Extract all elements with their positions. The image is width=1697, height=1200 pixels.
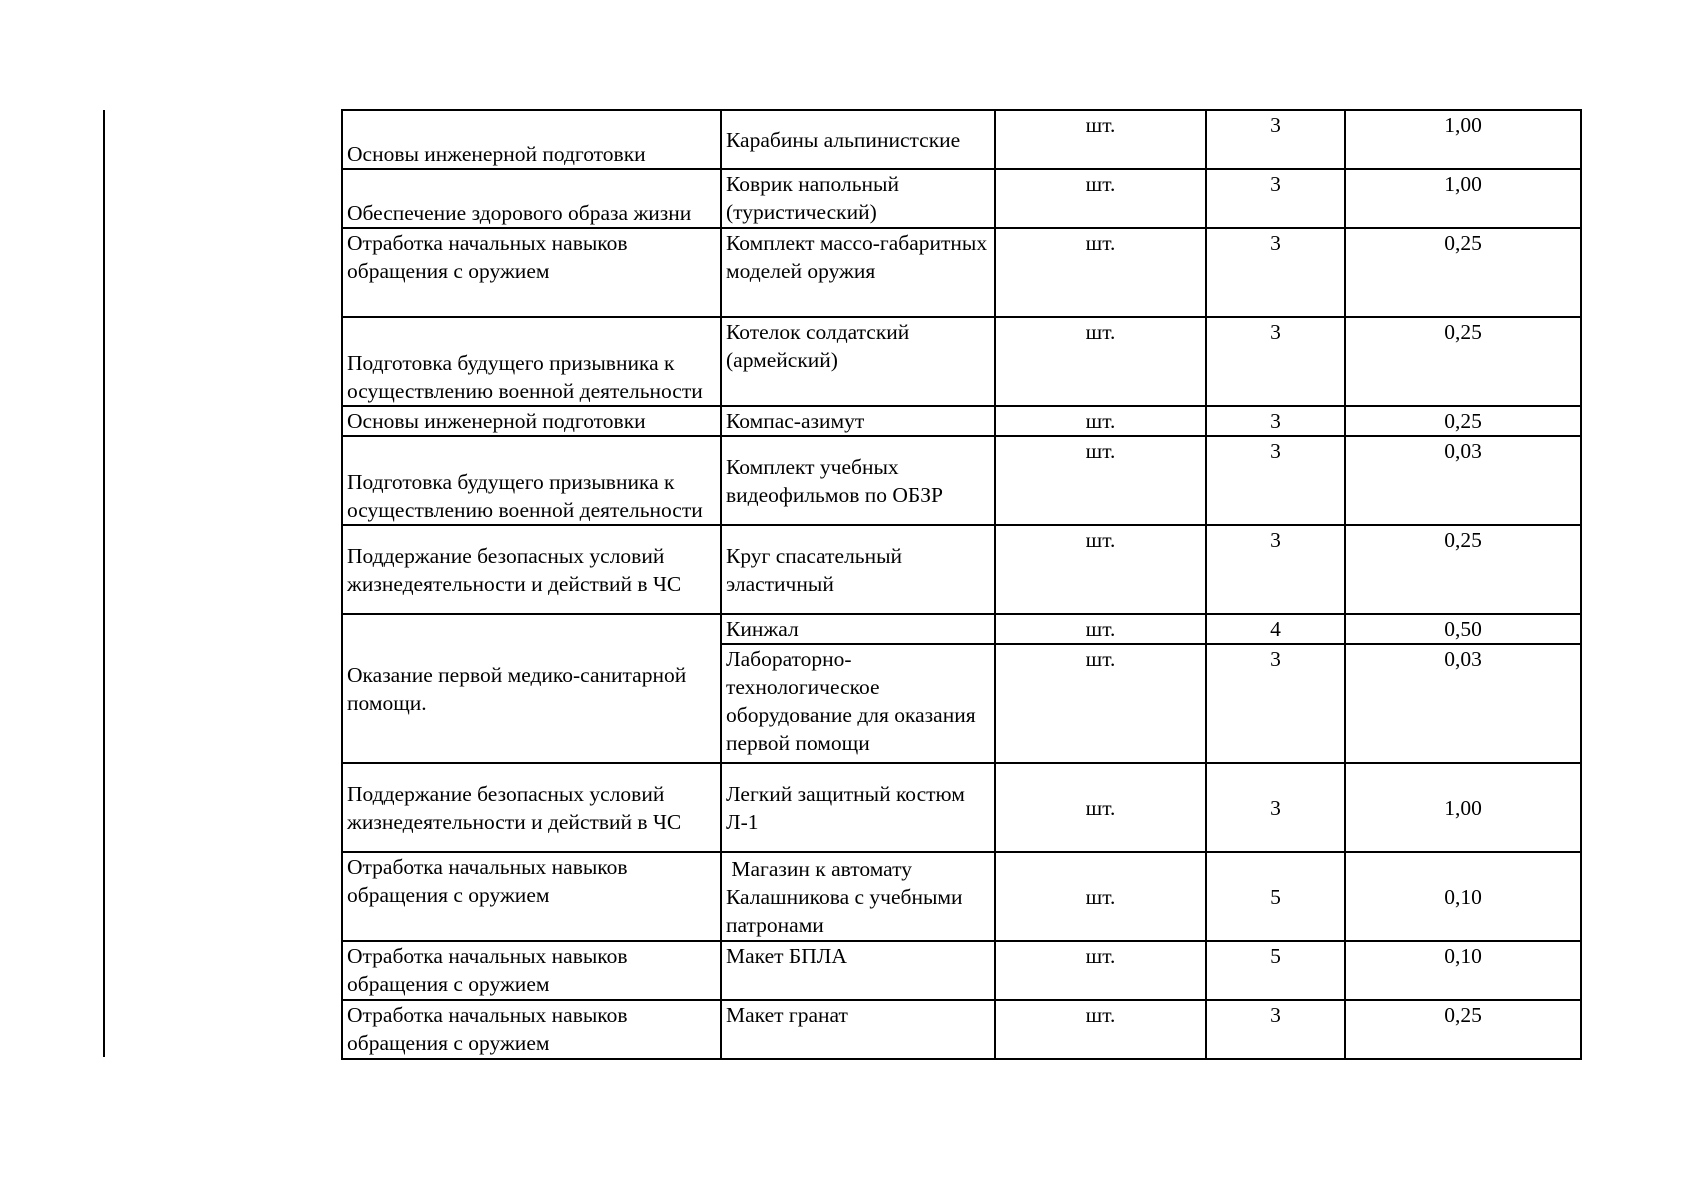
topic-cell: Отработка начальных навыков обращения с оружием (342, 941, 721, 1000)
unit-cell: шт. (995, 228, 1206, 317)
unit-cell: шт. (995, 169, 1206, 228)
table-row (342, 852, 1581, 941)
unit-cell: шт. (995, 525, 1206, 614)
unit-cell: шт. (995, 317, 1206, 406)
item-cell: Компас-азимут (721, 406, 995, 436)
topic-cell: Отработка начальных навыков обращения с оружием (342, 1000, 721, 1059)
topic-cell: Подготовка будущего призывника к осуществлению военной деятельности (342, 317, 721, 406)
ratio-cell: 0,50 (1345, 614, 1581, 644)
ratio-cell: 0,25 (1345, 1000, 1581, 1059)
ratio-cell: 0,10 (1345, 852, 1581, 941)
item-cell: Коврик напольный (туристический) (721, 169, 995, 228)
ratio-cell: 0,25 (1345, 228, 1581, 317)
quantity-cell: 3 (1206, 110, 1345, 169)
table-row (342, 525, 1581, 614)
table-row (342, 614, 1581, 644)
left-margin-line (103, 110, 105, 1057)
unit-cell: шт. (995, 644, 1206, 763)
quantity-cell: 3 (1206, 1000, 1345, 1059)
ratio-cell: 0,25 (1345, 406, 1581, 436)
quantity-cell: 3 (1206, 436, 1345, 525)
item-cell: Макет БПЛА (721, 941, 995, 1000)
unit-cell: шт. (995, 763, 1206, 852)
topic-cell: Отработка начальных навыков обращения с оружием (342, 228, 721, 317)
item-cell: Круг спасательный эластичный (721, 525, 995, 614)
item-cell: Легкий защитный костюм Л-1 (721, 763, 995, 852)
ratio-cell: 0,10 (1345, 941, 1581, 1000)
quantity-cell: 3 (1206, 525, 1345, 614)
quantity-cell: 5 (1206, 941, 1345, 1000)
topic-cell: Поддержание безопасных условий жизнедеятельности и действий в ЧС (342, 763, 721, 852)
unit-cell: шт. (995, 1000, 1206, 1059)
quantity-cell: 3 (1206, 644, 1345, 763)
quantity-cell: 3 (1206, 169, 1345, 228)
table-row (342, 228, 1581, 317)
unit-cell: шт. (995, 852, 1206, 941)
topic-cell: Оказание первой медико-санитарной помощи. (342, 614, 721, 763)
ratio-cell: 1,00 (1345, 110, 1581, 169)
table-row (342, 941, 1581, 1000)
item-cell: Макет гранат (721, 1000, 995, 1059)
topic-cell: Основы инженерной подготовки (342, 406, 721, 436)
topic-cell: Основы инженерной подготовки (342, 110, 721, 169)
table-row (342, 110, 1581, 169)
table-row (342, 169, 1581, 228)
quantity-cell: 3 (1206, 763, 1345, 852)
unit-cell: шт. (995, 436, 1206, 525)
ratio-cell: 0,03 (1345, 436, 1581, 525)
unit-cell: шт. (995, 406, 1206, 436)
quantity-cell: 4 (1206, 614, 1345, 644)
item-cell: Лабораторно-технологическое оборудование для оказания первой помощи (721, 644, 995, 763)
quantity-cell: 3 (1206, 406, 1345, 436)
ratio-cell: 1,00 (1345, 169, 1581, 228)
quantity-cell: 5 (1206, 852, 1345, 941)
topic-cell: Поддержание безопасных условий жизнедеятельности и действий в ЧС (342, 525, 721, 614)
ratio-cell: 0,25 (1345, 317, 1581, 406)
table-row (342, 1000, 1581, 1059)
ratio-cell: 0,25 (1345, 525, 1581, 614)
item-cell: Кинжал (721, 614, 995, 644)
item-cell: Комплект учебных видеофильмов по ОБЗР (721, 436, 995, 525)
table-row (342, 763, 1581, 852)
quantity-cell: 3 (1206, 228, 1345, 317)
equipment-table (341, 109, 1582, 1060)
quantity-cell: 3 (1206, 317, 1345, 406)
topic-cell: Обеспечение здорового образа жизни (342, 169, 721, 228)
unit-cell: шт. (995, 614, 1206, 644)
item-cell: Карабины альпинистские (721, 110, 995, 169)
topic-cell: Отработка начальных навыков обращения с оружием (342, 852, 721, 941)
table-row (342, 317, 1581, 406)
table-row (342, 406, 1581, 436)
item-cell: Комплект массо-габаритных моделей оружия (721, 228, 995, 317)
table-row (342, 436, 1581, 525)
ratio-cell: 0,03 (1345, 644, 1581, 763)
ratio-cell: 1,00 (1345, 763, 1581, 852)
unit-cell: шт. (995, 941, 1206, 1000)
item-cell: Котелок солдатский (армейский) (721, 317, 995, 406)
unit-cell: шт. (995, 110, 1206, 169)
topic-cell: Подготовка будущего призывника к осуществлению военной деятельности (342, 436, 721, 525)
item-cell: Магазин к автомату Калашникова с учебными патронами (721, 852, 995, 941)
